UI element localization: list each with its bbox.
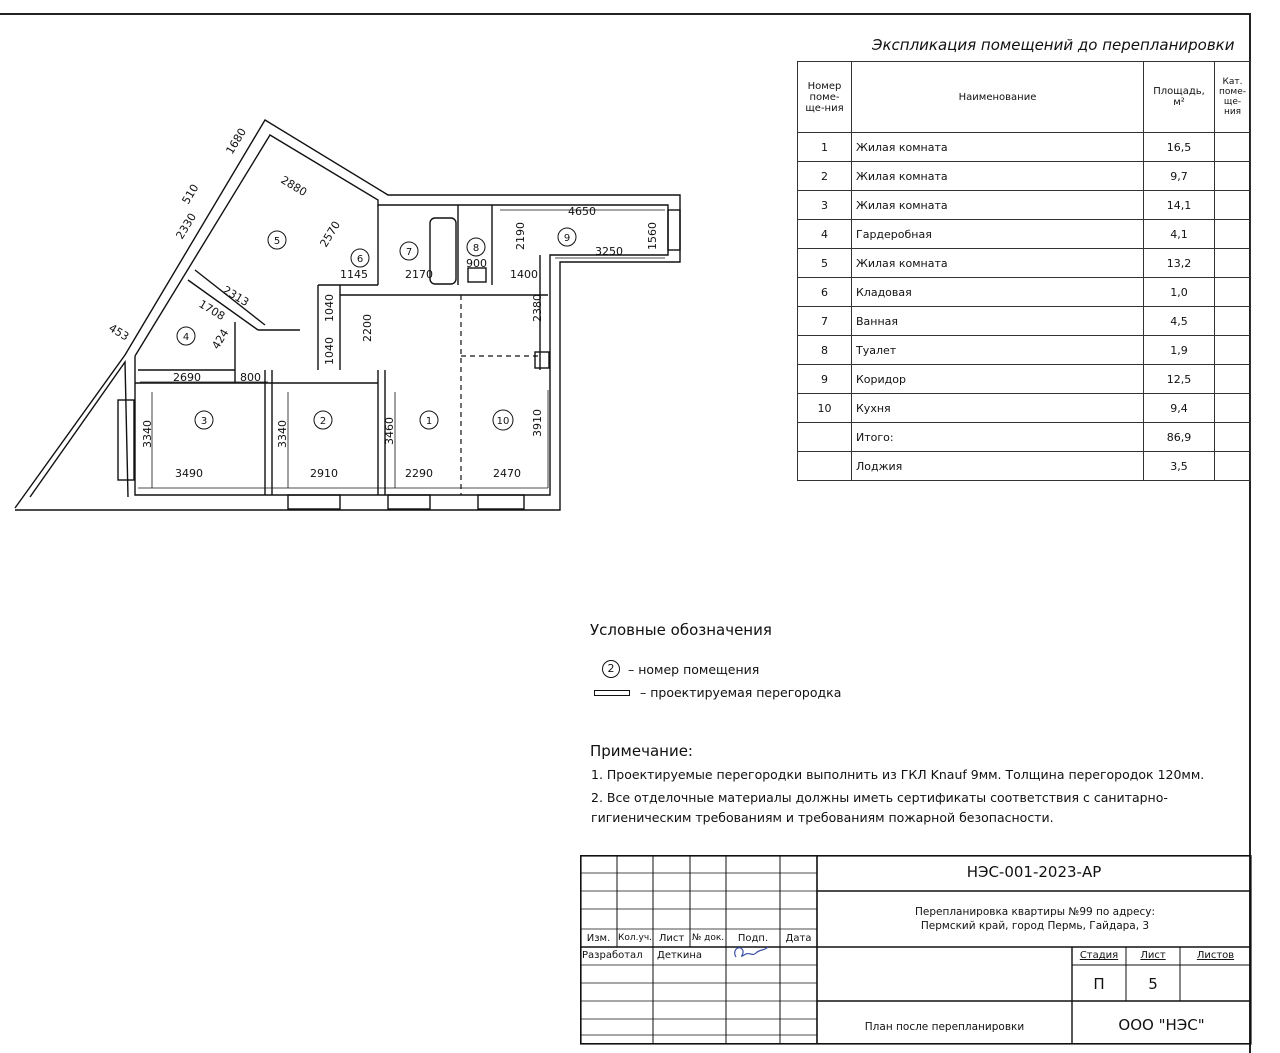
legend-room-number-text: – номер помещения <box>628 661 760 677</box>
dim-2910: 2910 <box>310 467 338 480</box>
room-number: 1 <box>798 133 852 162</box>
dim-2200: 2200 <box>361 314 374 342</box>
room-name: Ванная <box>852 307 1144 336</box>
dim-2290: 2290 <box>405 467 433 480</box>
room-number: 8 <box>798 336 852 365</box>
table-row <box>798 278 1251 307</box>
note-1: 1. Проектируемые перегородки выполнить из ГКЛ Knauf 9мм. Толщина перегородок 120мм. <box>591 767 1205 782</box>
room-area: 16,5 <box>1144 133 1215 162</box>
dim-2313: 2313 <box>220 283 252 309</box>
table-row <box>798 162 1251 191</box>
room-name: Туалет <box>852 336 1144 365</box>
room-name: Жилая комната <box>852 162 1144 191</box>
room-area: 4,5 <box>1144 307 1215 336</box>
room-number: 6 <box>798 278 852 307</box>
header-category: Кат. поме-ще-ния <box>1215 62 1251 133</box>
project-name: Перепланировка квартиры №99 по адресу: Пермский край, город Пермь, Гайдара, 3 <box>914 906 1156 932</box>
room-number: 9 <box>798 365 852 394</box>
room-area: 3,5 <box>1144 452 1215 481</box>
room-name: Кухня <box>852 394 1144 423</box>
floor-plan <box>0 100 659 520</box>
notes-title: Примечание: <box>590 742 693 760</box>
room-area: 4,1 <box>1144 220 1215 249</box>
room-category <box>1215 336 1251 365</box>
dim-2380: 2380 <box>531 294 544 322</box>
room-number <box>798 452 852 481</box>
table-row <box>798 423 1251 452</box>
dim-3460: 3460 <box>383 417 396 445</box>
explication-title: Экспликация помещений до перепланировки <box>872 36 1235 54</box>
header-area: Площадь, м² <box>1144 62 1215 133</box>
room-label-2: 2 <box>319 416 327 427</box>
header-room-number: Номер поме-ще-ния <box>798 62 852 133</box>
table-row <box>798 365 1251 394</box>
room-category <box>1215 133 1251 162</box>
room-area: 1,9 <box>1144 336 1215 365</box>
dim-2330: 2330 <box>173 210 199 242</box>
dim-3250: 3250 <box>595 245 623 258</box>
partition-symbol <box>594 690 630 696</box>
dim-800: 800 <box>240 371 261 384</box>
room-area: 9,7 <box>1144 162 1215 191</box>
room-name: Коридор <box>852 365 1144 394</box>
legend-partition <box>594 685 841 700</box>
dim-424: 424 <box>209 326 232 352</box>
tb-header-izm: Изм. <box>586 933 611 944</box>
dim-1040-a: 1040 <box>323 294 336 322</box>
room-area: 1,0 <box>1144 278 1215 307</box>
table-row <box>798 394 1251 423</box>
room-number <box>798 423 852 452</box>
dim-1145: 1145 <box>340 268 368 281</box>
room-name: Лоджия <box>852 452 1144 481</box>
room-label-4: 4 <box>182 332 190 343</box>
tb-sheet-label: Лист <box>1140 950 1166 961</box>
dim-1708: 1708 <box>196 297 228 323</box>
room-area: 13,2 <box>1144 249 1215 278</box>
dim-3340-a: 3340 <box>141 420 154 448</box>
room-area: 86,9 <box>1144 423 1215 452</box>
dim-1560: 1560 <box>646 222 659 250</box>
room-category <box>1215 162 1251 191</box>
dim-2190: 2190 <box>514 222 527 250</box>
room-label-8: 8 <box>472 243 480 254</box>
room-category <box>1215 249 1251 278</box>
dim-2470: 2470 <box>493 467 521 480</box>
explication-table <box>797 61 1251 481</box>
room-number: 2 <box>798 162 852 191</box>
legend-room-number <box>602 660 759 678</box>
title-block-grid <box>580 855 1251 1043</box>
room-label-3: 3 <box>200 416 208 427</box>
room-category <box>1215 452 1251 481</box>
room-area: 14,1 <box>1144 191 1215 220</box>
room-name: Гардеробная <box>852 220 1144 249</box>
tb-header-date: Дата <box>785 933 812 944</box>
title-block <box>580 855 1251 1043</box>
dim-453: 453 <box>106 321 132 344</box>
dim-1680: 1680 <box>223 125 249 157</box>
room-category <box>1215 307 1251 336</box>
tb-header-list: Лист <box>658 933 685 944</box>
dim-900: 900 <box>466 257 487 270</box>
room-name: Жилая комната <box>852 249 1144 278</box>
legend-partition-text: – проектируемая перегородка <box>640 685 842 700</box>
note-2: 2. Все отделочные материалы должны иметь сертификаты соответствия с санитарно-гигиеническим требованиям и требованиям пожарной безопасности. <box>591 790 1168 825</box>
room-number: 4 <box>798 220 852 249</box>
room-number-symbol: 2 <box>602 660 620 678</box>
room-number: 7 <box>798 307 852 336</box>
room-category <box>1215 394 1251 423</box>
tb-header-doc: № док. <box>691 933 725 943</box>
dim-2690: 2690 <box>173 371 201 384</box>
table-row <box>798 191 1251 220</box>
room-label-10: 10 <box>496 416 510 427</box>
dim-2880: 2880 <box>278 173 310 199</box>
signature-image <box>730 943 770 963</box>
dim-1040-b: 1040 <box>323 337 336 365</box>
sheet-title: План после перепланировки <box>864 1021 1025 1033</box>
table-row <box>798 336 1251 365</box>
room-number: 3 <box>798 191 852 220</box>
tb-header-sign: Подп. <box>737 933 769 944</box>
header-room-name: Наименование <box>852 62 1144 133</box>
room-label-7: 7 <box>405 247 413 258</box>
room-category <box>1215 278 1251 307</box>
dim-3340-b: 3340 <box>276 420 289 448</box>
dim-3490: 3490 <box>175 467 203 480</box>
table-row <box>798 307 1251 336</box>
table-row <box>798 452 1251 481</box>
dim-1400: 1400 <box>510 268 538 281</box>
tb-sheets-label: Листов <box>1196 950 1235 961</box>
room-number: 5 <box>798 249 852 278</box>
room-category <box>1215 365 1251 394</box>
room-name: Итого: <box>852 423 1144 452</box>
tb-header-kol: Кол.уч. <box>617 933 652 943</box>
dim-510: 510 <box>179 181 202 207</box>
room-name: Жилая комната <box>852 133 1144 162</box>
dim-2570: 2570 <box>317 218 343 250</box>
room-label-5: 5 <box>273 236 281 247</box>
table-row <box>798 220 1251 249</box>
room-label-9: 9 <box>563 233 571 244</box>
table-row <box>798 133 1251 162</box>
room-category <box>1215 191 1251 220</box>
room-number: 10 <box>798 394 852 423</box>
room-label-1: 1 <box>425 416 433 427</box>
room-name: Жилая комната <box>852 191 1144 220</box>
legend-title: Условные обозначения <box>590 621 772 639</box>
tb-sheet-value: 5 <box>1148 975 1158 993</box>
tb-person: Деткина <box>657 950 702 961</box>
dim-3910: 3910 <box>531 409 544 437</box>
company-name: ООО "НЭС" <box>1118 1016 1205 1034</box>
dim-4650: 4650 <box>568 205 596 218</box>
table-row <box>798 249 1251 278</box>
dim-2170: 2170 <box>405 268 433 281</box>
document-code: НЭС-001-2023-АР <box>966 863 1102 881</box>
tb-stage-value: П <box>1093 975 1105 993</box>
room-category <box>1215 423 1251 452</box>
tb-stage-label: Стадия <box>1079 950 1119 961</box>
room-area: 9,4 <box>1144 394 1215 423</box>
room-label-6: 6 <box>356 254 364 265</box>
room-name: Кладовая <box>852 278 1144 307</box>
tb-role: Разработал <box>582 950 643 961</box>
room-category <box>1215 220 1251 249</box>
room-area: 12,5 <box>1144 365 1215 394</box>
